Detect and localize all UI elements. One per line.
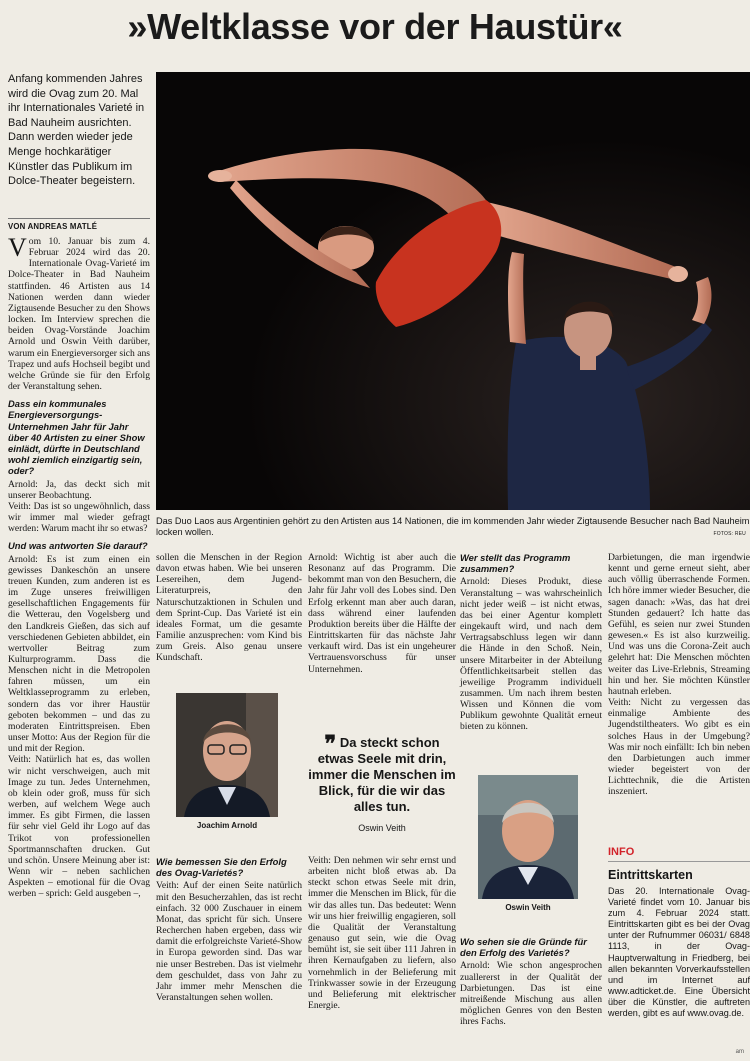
lead-paragraph: Anfang kommenden Jahres wird die Ovag zum 20. Mal ihr Internationales Varieté in Bad Nauheim ausrichten. Dann werden wieder jede Menge hochkarätiger Künstler das Publikum im Dolce-Theater begeistern. <box>8 73 145 188</box>
question-4: Wer stellt das Programm zusammen? <box>460 552 571 575</box>
answer-veith: Veith: Den nehmen wir sehr ernst und arbeiten nicht bloß etwas ab. Da steckt schon etwas Seele mit drin, immer die Menschen im Blick, für die wir das alles tun. Das bedeutet: Wenn wir uns hier freiwillig engagieren, soll die Qualität der Veranstaltung genauso gut sein, wie die Ovag bemüht ist, sie seit über 111 Jahren in ihren Kernaufgaben zu liefern, also vornehmlich in der Belieferung mit Trinkwasser sowie in der Erzeugung und Belieferung mit elektrischer Energie. <box>308 855 456 1012</box>
portrait-joachim-arnold <box>176 693 278 817</box>
column-3 <box>308 552 456 675</box>
author-rule <box>8 218 150 219</box>
column-1 <box>8 233 150 900</box>
answer-2: Arnold: Es ist zum einen ein gewisses Dankeschön an unsere treuen Kunden, zum anderen ist es im Zuge unseres freiwilligen gesellschaftlichen Engagements für die Wetterau, den Vogelsberg und den Landkreis Gießen, das sich auf verschiedenen Gebieten abbildet, ein wertvoller Beitrag zum Kulturprogramm. Dass die Menschen nicht in die Metropolen fahren müssen, um ein Weltklasseprogramm zu erleben, sondern das vor ihrer Haustür geboten bekommen – und das zu moderaten Eintrittspreisen. Eben unser Motto: Aus der Region für die und mit der Region. <box>8 553 150 755</box>
answer-5-continued: Darbietungen, die man irgendwie kennt und gerne erneut sieht, aber auch völlig überraschende Formen. Ich höre immer wieder Besucher, die sagen danach: »Was, das hat drei Stunden gedauert? Ich hatte das Gefühl, es seien nur zwei Stunden gewesen.« Es ist also kurzweilig. Und was uns die Corona-Zeit auch gelehrt hat: Die Menschen möchten weiter das Live-Erlebnis, Streaming hin und her. Sie möchten Künstler hautnah erleben. <box>608 552 750 697</box>
photo-caption: Das Duo Laos aus Argentinien gehört zu den Artisten aus 14 Nationen, die im kommenden Jahr wieder Zigtausende Besucher nach Bad Nauheim locken wollen. <box>156 516 750 538</box>
question-3: Wie bemessen Sie den Erfolg des Ovag-Varietés? <box>156 856 287 879</box>
answer-3: Veith: Auf der einen Seite natürlich mit den Besucherzahlen, das ist recht einfach. 32 000 Zuschauer in einem Monat, das spricht für sich. Unsere Recherchen haben ergeben, dass wir damit die erfolgreichste Varieté-Show in Europa geworden sind. Das war nie unser Bestreben. Das ist vielmehr dem geschuldet, dass von Jahr zu Jahr immer mehr Menschen die Veranstaltungen sehen wollen. <box>156 880 302 1003</box>
main-photo <box>156 72 750 510</box>
answer-1: Arnold: Ja, das deckt sich mit unserer Beobachtung. <box>8 478 150 501</box>
answer-5: Arnold: Wie schon angesprochen zuallererst in der Qualität der Darbietungen. Das ist eine mitreißende Mischung aus allen möglichen Genres von den Besten ihres Fachs. <box>460 960 602 1028</box>
portrait-caption-arnold: Joachim Arnold <box>196 821 258 830</box>
info-label: INFO <box>608 846 750 862</box>
corner-mark: am <box>735 1049 744 1055</box>
column-4-lower <box>460 930 602 1027</box>
answer-5-veith: Veith: Nicht zu vergessen das einmalige Ambiente des Jugendstiltheaters. Wo gibt es ein solches Haus in der Umgebung? Was mir noch einfällt: Ich bin neben den Darbietungen auch immer wieder begeistert von der Lichttechnik, die die Artisten inszeniert. <box>608 697 750 798</box>
intro-text: om 10. Januar bis zum 4. Februar 2024 wird das 20. Internationale Ovag-Varieté im Dolce-Theater in Bad Nauheim stattfinden. 46 Artisten aus 14 Nationen werden dann wieder Zigtausende Besucher zu den Shows locken. Im Interview sprechen die beiden Ovag-Vorstände Joachim Arnold und Oswin Veith darüber, warum ein Energieversorger sich ans Trapez und aufs Hochseil begibt und welche Gründe sie für den Erfolg der Veranstaltung sehen. <box>8 236 150 393</box>
headline: »Weltklasse vor der Haustür« <box>127 6 623 47</box>
drop-cap: V <box>8 233 27 262</box>
pull-quote-text: Da steckt schon etwas Seele mit drin, immer die Menschen im Blick, für die wir das alles tun. <box>308 735 456 814</box>
answer-2-continued: sollen die Menschen in der Region davon etwas haben. Wie bei unseren Lesereihen, dem Jugend-Literaturpreis, den Naturschutzaktionen in Schulen und dem Sprint-Cup. Das Varieté ist ein ideales Format, um die gesamte Familie anzusprechen: vom Kind bis zum Greis. Also genau unsere Kundschaft. <box>156 552 302 664</box>
acrobats-illustration <box>156 72 750 510</box>
pull-quote <box>308 731 456 833</box>
quote-mark-icon: ❞ <box>324 731 337 756</box>
answer-1b: Veith: Das ist so ungewöhnlich, dass wir immer mal wieder gefragt werden: Warum macht ihr so etwas? <box>8 500 150 535</box>
column-3-lower <box>308 855 456 1011</box>
info-body: Das 20. Internationale Ovag-Varieté findet vom 10. Januar bis zum 4. Februar 2024 statt. Eintrittskarten gibt es bei der Ovag unter der Rufnummer 06031/ 6848 1113, in der Ovag-Hauptverwaltung in Friedberg, bei allen bekannten Vorverkaufsstellen und im Internet auf www.adticket.de. Eine Übersicht über die Künstler, die auftreten werden, gibt es auf www.ovag.de. <box>608 886 750 1019</box>
pull-quote-author: Oswin Veith <box>358 823 406 833</box>
question-1: Dass ein kommunales Energieversorgungs-Unternehmen Jahr für Jahr über 40 Artisten zu einer Show einlädt, dürfte in Deutschland wohl ziemlich einzigartig sein, oder? <box>8 398 145 477</box>
portrait-oswin-veith <box>478 775 578 899</box>
info-box <box>608 846 750 1019</box>
answer-3-continued: Arnold: Wichtig ist aber auch die Resonanz auf das Programm. Die bekommt man von den Besuchern, die Jahr für Jahr voll des Lobes sind. Den Erfolg erkennt man aber auch daran, dass während einer laufenden Produktion bereits über die Hälfte der Eintrittskarten für das nächste Jahr verkauft wird. Das ist ein ungeheurer Vertrauensvorschuss für unser Unternehmen. <box>308 552 456 675</box>
column-4 <box>460 552 602 733</box>
question-2: Und was antworten Sie darauf? <box>8 540 148 552</box>
column-5 <box>608 552 750 797</box>
answer-4: Arnold: Dieses Produkt, diese Veranstaltung – was wahrscheinlich nicht jeder weiß – ist nicht etwas, das bei einer Agentur komplett eingekauft wird, und nach dem Vertragsabschluss legen wir dann die Hände in den Schoß. Nein, unsere Mitarbeiter in der Abteilung Öffentlichkeitsarbeit stellen das jeweilige Programm individuell zusammen. Um nach ihrem besten Wissen und Können die vom Publikum gewohnte Qualität erneut bieten zu können. <box>460 576 602 733</box>
info-heading: Eintrittskarten <box>608 868 693 882</box>
portrait-caption-veith: Oswin Veith <box>505 903 551 912</box>
column-2 <box>156 552 302 664</box>
column-2-lower <box>156 850 302 1003</box>
answer-2b: Veith: Natürlich hat es, das wollen wir nicht verschweigen, auch mit Image zu tun. Jedes Unternehmen, ob klein oder groß, muss für sich werben, auf welchem Wege auch immer. Es gibt Firmen, die lassen für sehr viel Geld ihr Logo auf das Trikot von professionellen Sportmannschaften drucken. Gut und schön. Unsere Meinung aber ist: Wenn wir – neben sachlichen Aspekten – emotional für die Ovag werben – sprich: Geld ausgeben –, <box>8 754 150 900</box>
question-5: Wo sehen sie die Gründe für den Erfolg des Varietés? <box>460 936 587 959</box>
author-byline: VON ANDREAS MATLÉ <box>8 222 98 231</box>
photo-credit: FOTOS: REU <box>713 531 746 537</box>
